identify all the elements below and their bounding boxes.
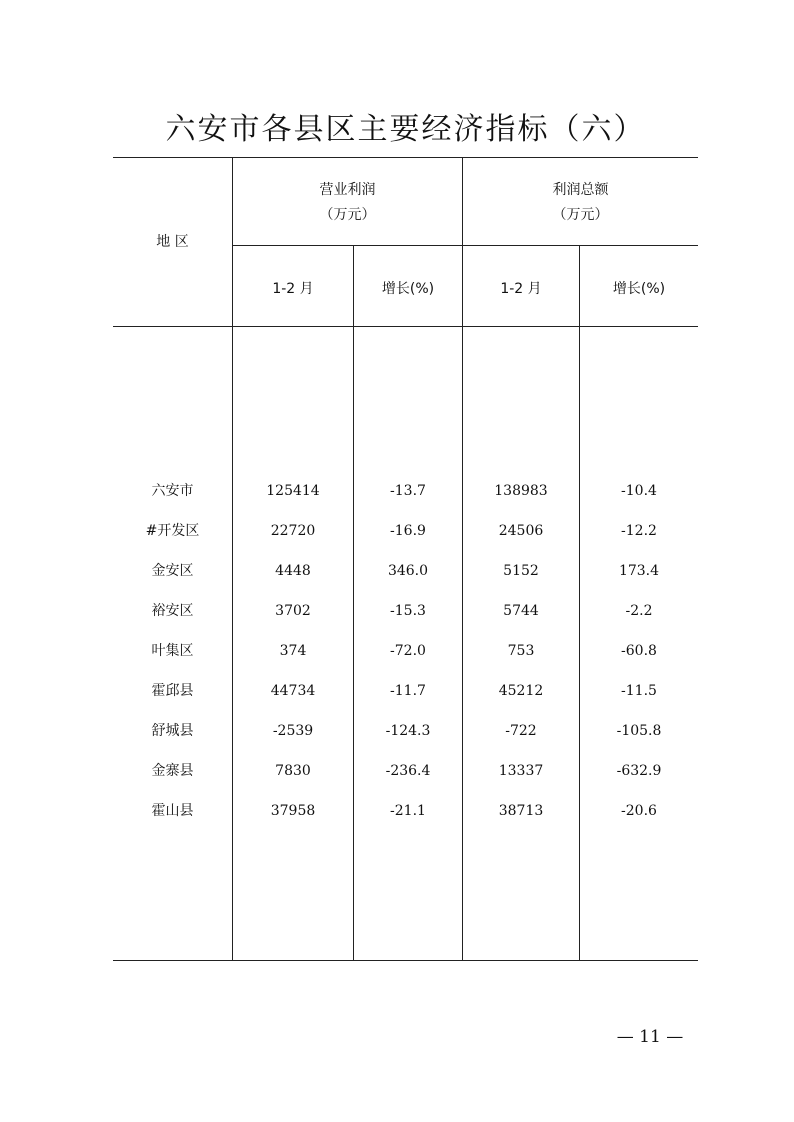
total-growth-cell: -10.4 (621, 483, 657, 499)
region-cell: #开发区 (145, 523, 200, 539)
total-growth-cell: 173.4 (618, 563, 660, 579)
op-profit-cell: 374 (279, 643, 307, 659)
header-op-profit: 营业利润 (319, 182, 376, 198)
total-profit-cell: 24506 (498, 523, 544, 539)
header-op-profit-unit: （万元） (319, 207, 376, 223)
page-number: — 11 — (616, 1027, 684, 1047)
header-region: 地 区 (156, 234, 189, 250)
op-profit-cell: 37958 (270, 803, 316, 819)
op-growth-cell: -21.1 (390, 803, 426, 819)
column-divider-region (232, 157, 233, 961)
column-divider-group (462, 157, 463, 961)
total-profit-cell: 138983 (494, 483, 548, 499)
total-profit-cell: 753 (507, 643, 535, 659)
total-growth-cell: -11.5 (621, 683, 657, 699)
header-op-growth: 增长(%) (381, 281, 435, 297)
op-growth-cell: -124.3 (385, 723, 431, 739)
op-profit-cell: 125414 (266, 483, 320, 499)
op-growth-cell: -11.7 (390, 683, 426, 699)
op-growth-cell: -15.3 (390, 603, 426, 619)
region-cell: 舒城县 (151, 723, 194, 739)
region-cell: 裕安区 (151, 603, 194, 619)
op-growth-cell: -13.7 (390, 483, 426, 499)
header-total-profit-unit: （万元） (552, 207, 609, 223)
region-cell: 叶集区 (151, 643, 194, 659)
total-profit-cell: 5744 (503, 603, 539, 619)
total-profit-cell: 5152 (503, 563, 539, 579)
header-total-growth: 增长(%) (612, 281, 666, 297)
total-growth-cell: -105.8 (616, 723, 662, 739)
op-profit-cell: 7830 (275, 763, 311, 779)
op-profit-cell: 3702 (275, 603, 311, 619)
page-title: 六安市各县区主要经济指标（六） (165, 112, 646, 147)
table-top-rule (113, 157, 698, 158)
region-cell: 霍山县 (151, 803, 194, 819)
region-cell: 金寨县 (151, 763, 194, 779)
op-profit-cell: 44734 (270, 683, 316, 699)
header-op-period: 1-2 月 (272, 281, 314, 297)
total-profit-cell: 45212 (498, 683, 544, 699)
header-bottom-rule (113, 326, 698, 327)
op-profit-cell: 4448 (275, 563, 311, 579)
total-growth-cell: -20.6 (621, 803, 657, 819)
header-total-period: 1-2 月 (500, 281, 542, 297)
region-cell: 金安区 (151, 563, 194, 579)
total-growth-cell: -2.2 (625, 603, 653, 619)
region-cell: 六安市 (151, 483, 194, 499)
header-group-rule (233, 245, 698, 246)
op-growth-cell: 346.0 (387, 563, 429, 579)
total-profit-cell: 13337 (498, 763, 544, 779)
header-total-profit: 利润总额 (552, 182, 609, 198)
op-growth-cell: -16.9 (390, 523, 426, 539)
op-growth-cell: -236.4 (385, 763, 431, 779)
total-profit-cell: 38713 (498, 803, 544, 819)
total-profit-cell: -722 (505, 723, 537, 739)
total-growth-cell: -12.2 (621, 523, 657, 539)
op-growth-cell: -72.0 (390, 643, 426, 659)
table-bottom-rule (113, 960, 698, 961)
op-profit-cell: 22720 (270, 523, 316, 539)
total-growth-cell: -632.9 (616, 763, 662, 779)
region-cell: 霍邱县 (151, 683, 194, 699)
op-profit-cell: -2539 (272, 723, 314, 739)
total-growth-cell: -60.8 (621, 643, 657, 659)
